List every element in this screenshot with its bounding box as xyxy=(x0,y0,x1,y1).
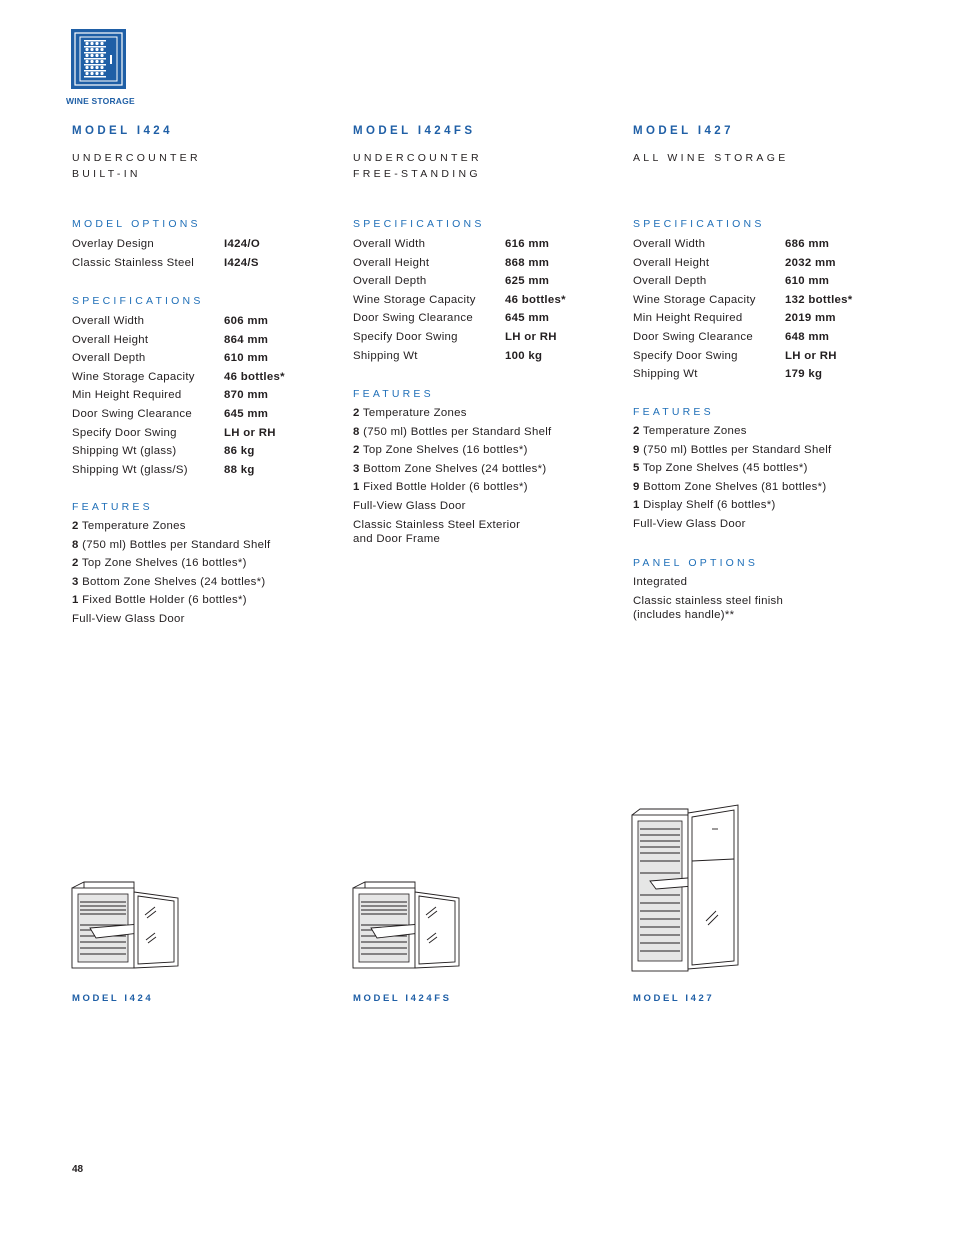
spec-label: Wine Storage Capacity xyxy=(353,293,476,306)
features-section xyxy=(633,406,893,536)
spec-value: 868 mm xyxy=(505,256,550,269)
feature-item xyxy=(633,517,893,536)
feature-text: Bottom Zone Shelves (24 bottles*) xyxy=(78,575,266,588)
specifications-section xyxy=(353,218,613,366)
spec-row xyxy=(633,236,893,255)
subtitle-line: FREE-STANDING xyxy=(353,168,481,180)
spec-value: 645 mm xyxy=(224,407,269,420)
model-subtitle xyxy=(353,150,482,182)
feature-item xyxy=(633,461,893,480)
spec-value: 179 kg xyxy=(785,368,823,381)
spec-row xyxy=(353,310,613,329)
feature-item xyxy=(633,443,893,462)
spec-label: Shipping Wt (glass) xyxy=(72,445,177,458)
spec-row xyxy=(72,236,332,255)
feature-text-continued: and Door Frame xyxy=(353,532,441,545)
model-title: MODEL I427 xyxy=(633,125,734,137)
spec-row xyxy=(72,313,332,332)
spec-label: Overall Depth xyxy=(72,352,146,365)
section-heading: PANEL OPTIONS xyxy=(633,557,759,569)
feature-item xyxy=(353,406,613,425)
section-heading: FEATURES xyxy=(72,501,153,513)
feature-count: 1 xyxy=(72,594,79,607)
panel-option-item xyxy=(633,594,893,622)
spec-label: Overlay Design xyxy=(72,238,155,250)
spec-row xyxy=(633,255,893,274)
spec-label: Door Swing Clearance xyxy=(72,407,192,420)
panel-option-text-continued: (includes handle)** xyxy=(633,608,735,621)
feature-text: Fixed Bottle Holder (6 bottles*) xyxy=(78,594,247,607)
panel-option-text: Integrated xyxy=(633,576,688,588)
feature-count: 9 xyxy=(633,443,640,456)
spec-label: Overall Height xyxy=(72,333,149,346)
feature-text: Bottom Zone Shelves (24 bottles*) xyxy=(359,462,547,475)
feature-count: 8 xyxy=(353,425,360,438)
spec-value: 648 mm xyxy=(785,330,830,343)
spec-value: 606 mm xyxy=(224,315,269,327)
feature-item xyxy=(353,443,613,462)
panel-option-item xyxy=(633,575,893,594)
spec-value: 88 kg xyxy=(224,463,255,476)
spec-value: LH or RH xyxy=(785,349,837,362)
spec-label: Door Swing Clearance xyxy=(633,330,753,343)
feature-count: 3 xyxy=(353,462,360,475)
spec-label: Wine Storage Capacity xyxy=(633,293,756,306)
spec-row xyxy=(353,236,613,255)
spec-label: Shipping Wt xyxy=(633,368,698,381)
feature-text: Fixed Bottle Holder (6 bottles*) xyxy=(359,481,528,494)
section-heading: SPECIFICATIONS xyxy=(633,218,765,230)
spec-value: 870 mm xyxy=(224,389,269,402)
feature-item xyxy=(72,556,332,575)
spec-value: 2019 mm xyxy=(785,312,836,325)
feature-count: 8 xyxy=(72,538,79,551)
feature-text: Temperature Zones xyxy=(359,407,467,419)
feature-item xyxy=(633,480,893,499)
spec-label: Min Height Required xyxy=(72,389,182,402)
spec-value: 46 bottles* xyxy=(224,370,285,383)
subtitle-line: BUILT-IN xyxy=(72,168,141,180)
spec-label: Specify Door Swing xyxy=(633,349,738,362)
spec-row xyxy=(72,387,332,406)
spec-label: Door Swing Clearance xyxy=(353,312,473,325)
freestanding-unit-illustration-icon xyxy=(351,880,466,977)
section-heading: SPECIFICATIONS xyxy=(72,295,204,307)
feature-text: Top Zone Shelves (16 bottles*) xyxy=(359,444,528,457)
spec-row xyxy=(72,425,332,444)
feature-count: 2 xyxy=(353,407,360,419)
spec-row xyxy=(72,406,332,425)
feature-text: Display Shelf (6 bottles*) xyxy=(639,499,776,512)
feature-text: Full-View Glass Door xyxy=(353,499,466,512)
spec-value: 86 kg xyxy=(224,445,255,458)
section-heading: MODEL OPTIONS xyxy=(72,218,201,230)
spec-row xyxy=(633,366,893,385)
model-title: MODEL I424FS xyxy=(353,125,476,137)
spec-row xyxy=(633,329,893,348)
subtitle-line: ALL WINE STORAGE xyxy=(633,152,789,164)
spec-value: LH or RH xyxy=(224,426,276,439)
spec-label: Classic Stainless Steel xyxy=(72,256,195,269)
feature-text: Full-View Glass Door xyxy=(72,612,185,625)
column-unit-illustration-icon xyxy=(630,803,742,978)
spec-label: Min Height Required xyxy=(633,312,743,325)
spec-label: Overall Depth xyxy=(633,275,707,288)
spec-value: LH or RH xyxy=(505,330,557,343)
feature-item xyxy=(353,425,613,444)
spec-row xyxy=(353,348,613,367)
undercounter-unit-illustration-icon xyxy=(70,880,185,977)
spec-row xyxy=(72,255,332,274)
feature-text: Bottom Zone Shelves (81 bottles*) xyxy=(639,480,827,493)
feature-count: 9 xyxy=(633,480,640,493)
feature-text: (750 ml) Bottles per Standard Shelf xyxy=(639,443,832,456)
spec-row xyxy=(72,462,332,481)
spec-label: Shipping Wt (glass/S) xyxy=(72,463,188,476)
spec-row xyxy=(72,350,332,369)
spec-value: I424/S xyxy=(224,256,259,269)
spec-row xyxy=(353,329,613,348)
features-section xyxy=(353,388,613,546)
feature-item xyxy=(72,519,332,538)
feature-count: 2 xyxy=(633,425,640,437)
spec-value: 616 mm xyxy=(505,238,550,250)
feature-text: Temperature Zones xyxy=(78,520,186,532)
spec-value: 100 kg xyxy=(505,349,543,362)
spec-row xyxy=(353,255,613,274)
spec-row xyxy=(72,332,332,351)
subtitle-line: UNDERCOUNTER xyxy=(353,152,482,164)
model-subtitle xyxy=(633,150,789,166)
panel-option-text: Classic stainless steel finish xyxy=(633,594,784,607)
spec-value: 645 mm xyxy=(505,312,550,325)
spec-label: Overall Depth xyxy=(353,275,427,288)
feature-count: 2 xyxy=(353,444,360,457)
feature-text: Temperature Zones xyxy=(639,425,747,437)
feature-count: 1 xyxy=(633,499,640,512)
illustration-caption: MODEL I424 xyxy=(72,993,154,1004)
section-heading: SPECIFICATIONS xyxy=(353,218,485,230)
spec-value: 46 bottles* xyxy=(505,293,566,306)
spec-label: Overall Height xyxy=(633,256,710,269)
specifications-section xyxy=(633,218,893,385)
panel-options-section xyxy=(633,557,893,622)
spec-row xyxy=(353,273,613,292)
spec-label: Shipping Wt xyxy=(353,349,418,362)
feature-count: 1 xyxy=(353,481,360,494)
spec-label: Overall Height xyxy=(353,256,430,269)
feature-text: Classic Stainless Steel Exterior xyxy=(353,518,521,531)
model-options-section xyxy=(72,218,332,273)
wine-storage-logo-icon xyxy=(71,29,126,89)
section-heading: FEATURES xyxy=(633,406,714,418)
spec-row xyxy=(633,348,893,367)
specifications-section xyxy=(72,295,332,480)
feature-item xyxy=(72,612,332,631)
spec-row xyxy=(633,273,893,292)
spec-row xyxy=(633,310,893,329)
spec-value: 686 mm xyxy=(785,238,830,250)
subtitle-line: UNDERCOUNTER xyxy=(72,152,201,164)
spec-label: Specify Door Swing xyxy=(72,426,177,439)
feature-text: (750 ml) Bottles per Standard Shelf xyxy=(78,538,271,551)
feature-text: Full-View Glass Door xyxy=(633,517,746,530)
spec-row xyxy=(353,292,613,311)
spec-value: 610 mm xyxy=(785,275,830,288)
illustration-caption: MODEL I424FS xyxy=(353,993,452,1004)
feature-text: Top Zone Shelves (45 bottles*) xyxy=(639,462,808,475)
spec-row xyxy=(72,443,332,462)
feature-item xyxy=(353,518,613,546)
model-title: MODEL I424 xyxy=(72,125,173,137)
spec-value: 625 mm xyxy=(505,275,550,288)
spec-label: Overall Width xyxy=(353,238,426,250)
feature-item xyxy=(72,575,332,594)
feature-text: (750 ml) Bottles per Standard Shelf xyxy=(359,425,552,438)
spec-label: Overall Width xyxy=(633,238,706,250)
feature-count: 2 xyxy=(72,520,79,532)
feature-item xyxy=(353,462,613,481)
feature-item xyxy=(633,424,893,443)
spec-label: Specify Door Swing xyxy=(353,330,458,343)
section-heading: FEATURES xyxy=(353,388,434,400)
illustration-caption: MODEL I427 xyxy=(633,993,715,1004)
spec-label: Wine Storage Capacity xyxy=(72,370,195,383)
page-number: 48 xyxy=(72,1164,84,1175)
feature-count: 2 xyxy=(72,557,79,570)
spec-value: 2032 mm xyxy=(785,256,836,269)
feature-text: Top Zone Shelves (16 bottles*) xyxy=(78,557,247,570)
spec-value: 132 bottles* xyxy=(785,293,853,306)
spec-label: Overall Width xyxy=(72,315,145,327)
spec-value: 864 mm xyxy=(224,333,269,346)
feature-item xyxy=(633,498,893,517)
feature-item xyxy=(353,480,613,499)
spec-value: 610 mm xyxy=(224,352,269,365)
feature-count: 5 xyxy=(633,462,640,475)
feature-item xyxy=(353,499,613,518)
spec-row xyxy=(72,369,332,388)
spec-value: I424/O xyxy=(224,238,260,250)
spec-row xyxy=(633,292,893,311)
section-label: WINE STORAGE xyxy=(66,96,135,106)
model-subtitle xyxy=(72,150,201,182)
feature-item xyxy=(72,593,332,612)
features-section xyxy=(72,501,332,631)
feature-item xyxy=(72,538,332,557)
feature-count: 3 xyxy=(72,575,79,588)
